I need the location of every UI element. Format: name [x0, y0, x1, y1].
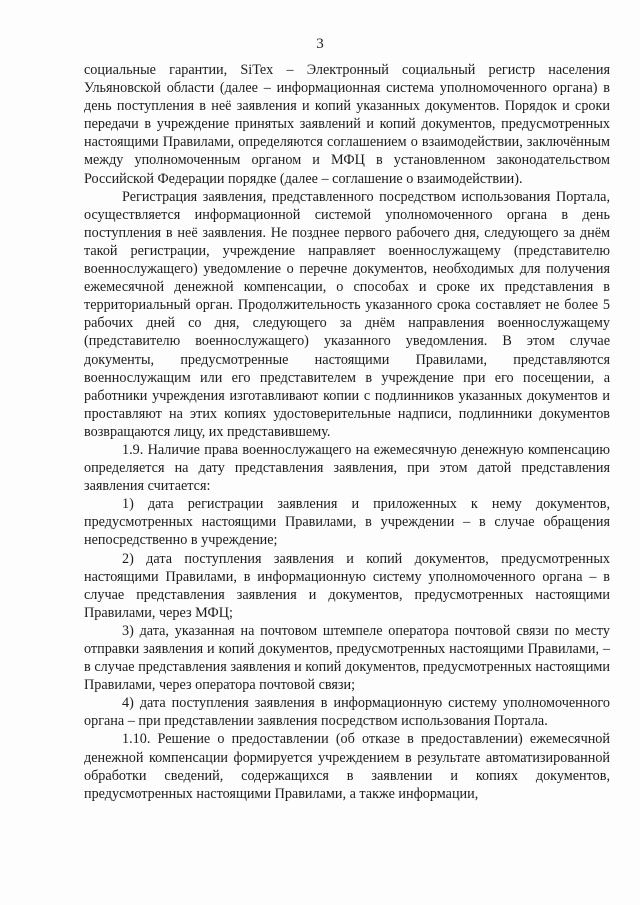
list-item-3: 3) дата, указанная на почтовом штемпеле оператора почтовой связи по месту отправки заявления и копий документов, предусмотренных настоящими Правилами, – в случае представления заявления и копий документов, предусмотренных настоящими Правилами, через оператора почтовой связи; [84, 622, 610, 694]
paragraph-2: Регистрация заявления, представленного посредством использования Портала, осуществляется информационной системой уполномоченного органа в день поступления в неё заявления. Не позднее первого рабочего дня, следующего за днём такой регистрации, учреждение направляет военнослужащему (представителю военнослужащего) уведомление о перечне документов, необходимых для получения ежемесячной денежной компенсации, о способах и сроке их представления в территориальный орган. Продолжительность указанного срока составляет не более 5 рабочих дней со дня, следующего за днём направления военнослужащему (представителю военнослужащего) указанного уведомления. В этом случае документы, предусмотренные настоящими Правилами, представляются военнослужащим или его представителем в учреждение при его посещении, а работники учреждения изготавливают копии с подлинников указанных документов и проставляют на этих копиях удостоверительные надписи, подлинники документов возвращаются лицу, их представившему. [84, 188, 610, 440]
document-body [84, 61, 610, 803]
paragraph-1-10: 1.10. Решение о предоставлении (об отказе в предоставлении) ежемесячной денежной компенсации формируется учреждением в результате автоматизированной обработки сведений, содержащихся в заявлении и копиях документов, предусмотренных настоящими Правилами, а также информации, [84, 731, 610, 802]
list-item-2: 2) дата поступления заявления и копий документов, предусмотренных настоящими Правилами, в информационную систему уполномоченного органа – в случае представления заявления и документов, предусмотренных настоящими Правилами, через МФЦ; [84, 550, 610, 621]
list-item-1: 1) дата регистрации заявления и приложенных к нему документов, предусмотренных настоящими Правилами, в учреждении – в случае обращения непосредственно в учреждение; [84, 496, 610, 549]
page-number: 3 [316, 36, 324, 52]
list-item-4: 4) дата поступления заявления в информационную систему уполномоченного органа – при представлении заявления посредством использования Портала. [84, 695, 610, 730]
paragraph-1-9: 1.9. Наличие права военнослужащего на ежемесячную денежную компенсацию определяется на дату представления заявления, при этом датой представления заявления считается: [84, 441, 610, 495]
paragraph-1: социальные гарантии, SiTex – Электронный социальный регистр населения Ульяновской области (далее – информационная система уполномоченного органа) в день поступления в неё заявления и копий указанных документов. Порядок и сроки передачи в учреждение принятых заявлений и копий документов, предусмотренных настоящими Правилами, определяются соглашением о взаимодействии, заключённым между уполномоченным органом и МФЦ в установленном законодательством Российской Федерации порядке (далее – соглашение о взаимодействии). [84, 62, 610, 187]
